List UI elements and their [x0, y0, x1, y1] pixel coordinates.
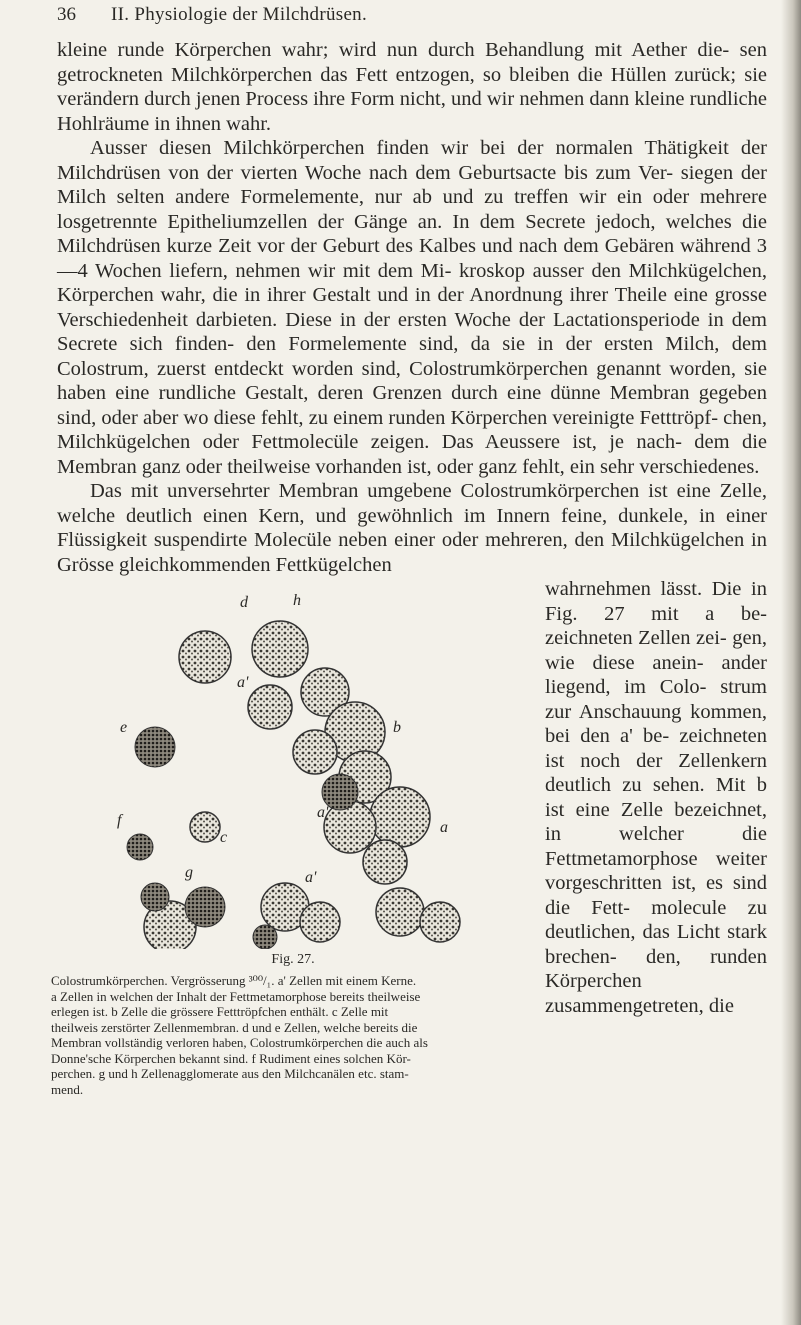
cell-group-lower-right — [376, 888, 460, 942]
cell-group-a-prime-top — [179, 621, 349, 729]
figure-label-a-prime-3: a' — [305, 869, 317, 886]
figure-label-a: a — [440, 819, 448, 836]
cell-e — [135, 727, 175, 767]
cell-group-lower-middle — [253, 883, 340, 949]
colostrum-illustration — [55, 577, 525, 949]
page-header — [57, 0, 757, 34]
figure-label-g: g — [185, 864, 193, 881]
running-head: II. Physiologie der Milchdrüsen. — [111, 4, 368, 25]
cell-c — [190, 812, 220, 842]
paragraph-3 — [57, 479, 767, 577]
caption-line-8: mend. — [51, 1081, 84, 1097]
caption-line-3: erlegen ist. b Zelle die grössere Fetttröpfchen enthält. c Zelle mit — [51, 1004, 389, 1019]
caption-line-6: Donne'sche Körperchen bekannt sind. f Rudiment eines solchen Kör- — [51, 1050, 411, 1066]
paragraph-3-text: Das mit unversehrter Membran umgebene Colostrumkörperchen ist eine Zelle, welche deutlich einen Kern, und gewöhnlich im Innern feine, dunkele, in einer Flüssigkeit suspendirte Molecüle neben einer oder mehreren, den Milchkügelchen in Grösse gleichkommenden Fettkügelchen — [57, 480, 767, 576]
figure-label-a-prime-2: a' — [317, 804, 329, 821]
body-text — [51, 38, 767, 1101]
cell-f — [127, 834, 153, 860]
figure-title: Fig. 27. — [271, 952, 315, 967]
figure-label-h: h — [293, 592, 301, 609]
caption-line-7: perchen. g und h Zellenagglomerate aus den Milchcanälen etc. stam- — [51, 1066, 409, 1081]
figure-27 — [51, 577, 535, 1101]
caption-line-4: theilweis zerstörter Zellenmembran. d und e Zellen, welche bereits die — [51, 1019, 418, 1035]
page-number: 36 — [57, 4, 76, 25]
figure-label-a-prime-1: a' — [237, 674, 249, 691]
figure-label-f: f — [117, 812, 122, 829]
caption-line-1: Colostrumkörperchen. Vergrösserung ³⁰⁰/₁. a' Zellen mit einem Kerne. — [51, 973, 417, 988]
wrap-paragraph: wahrnehmen lässt. Die in Fig. 27 mit a be- zeichneten Zellen zei- gen, wie diese anein- ander liegend, im Colo- strum zur Anschauung kommen, bei den a' be- zeichneten ist noch der Zellenkern deutlich zu sehen. Mit b ist eine Zelle bezeichnet, in welcher die Fettmetamorphose weiter vorgeschritten ist, es sind die Fett- molecule zu deutlichen, das Licht stark brechen- den, runden Körperchen zusammengetreten, die — [545, 578, 767, 1017]
page-edge-shadow — [781, 0, 801, 1325]
figure-label-c: c — [220, 829, 228, 846]
figure-caption — [51, 973, 535, 1097]
figure-label-e: e — [120, 719, 128, 736]
caption-line-5: Membran vollständig verloren haben, Colostrumkörperchen die auch als — [51, 1035, 428, 1050]
cell-agglomerate-g — [141, 883, 225, 949]
figure-label-b: b — [393, 719, 401, 736]
paragraph-1: kleine runde Körperchen wahr; wird nun durch Behandlung mit Aether die- sen getrockneten Milchkörperchen das Fett entzogen, so bleiben die Hüllen zurück; sie verändern durch jenen Process ihre Form nicht, und wir nehmen dann kleine rundliche Hohlräume in ihnen wahr. — [57, 39, 767, 135]
caption-line-2: a Zellen in welchen der Inhalt der Fettmetamorphose bereits theilweise — [51, 988, 421, 1004]
paragraph-2: Ausser diesen Milchkörperchen finden wir bei der normalen Thätigkeit der Milchdrüsen von der vierten Woche nach dem Geburtsacte bis zum Ver- siegen der Milch selten andere Formelemente, nur ab und zu treffen wir ein oder mehrere losgetrennte Epitheliumzellen der Gänge an. In dem Secrete jedoch, welches die Milchdrüsen kurze Zeit vor der Geburt des Kalbes und nach dem Gebären während 3—4 Wochen liefern, nehmen wir mit dem Mi- kroskop ausser den Milchkügelchen, Körperchen wahr, die in ihrer Gestalt und in der Anordnung ihrer Theile eine grosse Verschiedenheit darbieten. Diese in der ersten Woche der Lactationsperiode in dem Secrete sich finden- den Formelemente sind, da sie in der ersten Milch, dem Colostrum, zuerst entdeckt worden sind, Colostrumkörperchen genannt worden, sie haben eine rundliche Gestalt, deren Grenzen durch eine dünne Membran gegeben sind, oder aber wo diese fehlt, zu einem runden Körperchen vereinigte Fetttröpf- chen, Milchkügelchen oder Fettmolecüle zeigen. Das Aeussere ist, je nach- dem die Membran ganz oder theilweise vorhanden ist, oder ganz fehlt, ein sehr verschiedenes. — [57, 137, 767, 478]
figure-label-d: d — [240, 594, 248, 611]
